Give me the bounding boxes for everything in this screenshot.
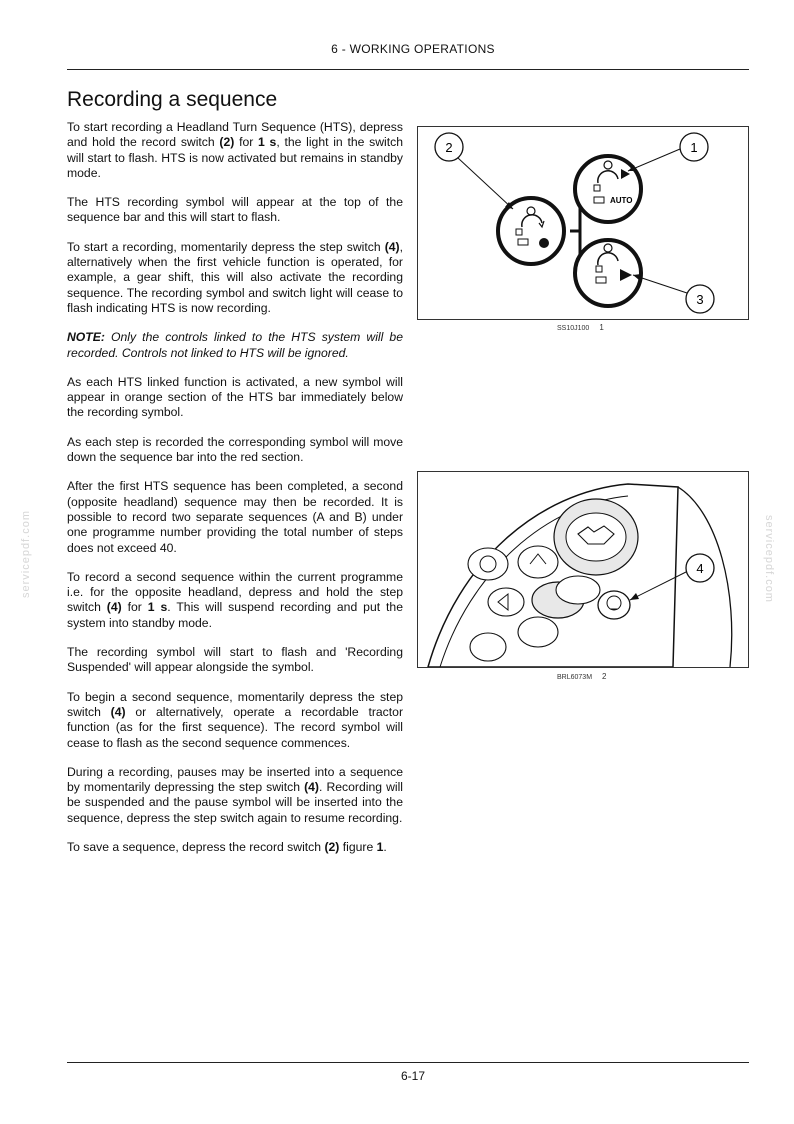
- text-run: 1 s: [258, 135, 277, 150]
- text-run: 1: [376, 839, 384, 854]
- body-paragraph: [67, 435, 403, 466]
- step-switch-icon: [575, 240, 641, 306]
- step-switch-4-icon: [598, 591, 630, 619]
- watermark-right: servicepdf.com: [763, 515, 775, 603]
- record-dot-icon: [539, 238, 549, 248]
- text-run: During a recording, pauses may be inserted into a sequence by momentarily depressing the step switch: [67, 764, 403, 795]
- body-paragraph: [67, 240, 403, 316]
- page-number: 6-17: [400, 1069, 426, 1083]
- text-run: . Recording will be suspended and the pause symbol will be inserted into the sequence, depress the step switch again to resume recording.: [67, 780, 403, 825]
- text-run: .: [383, 839, 387, 854]
- header-rule: [67, 69, 749, 70]
- body-paragraph: [67, 120, 403, 181]
- note-paragraph: [67, 330, 403, 361]
- text-run: (4): [106, 600, 122, 615]
- text-run: After the first HTS sequence has been completed, a second (opposite headland) sequence may then be recorded. It is possible to record two separate sequences (A and B) under one programme number providing the total number of steps does not exceed 40.: [67, 479, 403, 555]
- text-run: (2): [324, 839, 340, 854]
- text-run: To start recording a Headland Turn Sequence (HTS), depress and hold the record switch: [67, 120, 403, 150]
- figure-1-ref: SS10J100: [557, 325, 590, 332]
- text-run: Only the controls linked to the HTS system will be recorded. Controls not linked to HTS will be ignored.: [67, 330, 403, 360]
- figure-2-drawing: [418, 472, 748, 667]
- text-run: As each HTS linked function is activated, a new symbol will appear in orange section of the HTS bar immediately below the recording symbol.: [67, 374, 403, 420]
- text-run: for: [234, 135, 259, 150]
- text-run: for: [121, 600, 148, 615]
- figure-1-switch-diagram: [417, 126, 749, 320]
- steering-button-icon: [468, 548, 508, 580]
- body-paragraph: [67, 840, 403, 855]
- svg-text:3: 3: [696, 292, 704, 307]
- text-run: To save a sequence, depress the record switch: [67, 839, 325, 854]
- text-run: (4): [304, 780, 319, 795]
- text-run: 1 s: [147, 600, 168, 615]
- console-button-lower-left: [470, 633, 506, 661]
- text-run: or alternatively, operate a recordable tractor function (as for the first sequence). The record symbol will cease to flash as the second sequence commences.: [67, 704, 404, 750]
- figure-1-caption: [557, 323, 604, 332]
- text-run: (4): [384, 239, 400, 254]
- body-paragraph: [67, 570, 403, 631]
- text-run: figure: [339, 839, 377, 854]
- text-run: . This will suspend recording and put the system into standby mode.: [67, 600, 403, 630]
- record-switch-icon: [498, 198, 564, 264]
- body-paragraph: [67, 479, 403, 555]
- body-text-column: [67, 120, 403, 869]
- text-run: To start a recording, momentarily depress the step switch: [67, 239, 385, 254]
- figure-1-number: 1: [599, 323, 604, 332]
- text-run: NOTE:: [67, 330, 105, 345]
- figure-2-caption: [557, 672, 606, 681]
- figure-2-ref: BRL6073M: [557, 674, 593, 681]
- section-header: 6 - WORKING OPERATIONS: [331, 42, 495, 56]
- body-paragraph: [67, 195, 403, 226]
- text-run: As each step is recorded the corresponding symbol will move down the sequence bar into the red section.: [67, 434, 403, 465]
- text-run: , the light in the switch will start to flash. HTS is now activated but remains in standby mode.: [67, 135, 403, 180]
- auto-label: AUTO: [610, 196, 633, 205]
- body-paragraph: [67, 690, 403, 751]
- footer-rule: [67, 1062, 749, 1063]
- figure-2-number: 2: [602, 672, 607, 681]
- figure-1-drawing: [418, 127, 748, 319]
- console-button-lower: [518, 617, 558, 647]
- svg-text:4: 4: [696, 561, 704, 576]
- text-run: , alternatively when the first vehicle function is operated, for example, a gear shift, this will also activate the recording sequence. The recording symbol and switch light will cease to flash indicating HTS is now recording.: [67, 239, 403, 315]
- watermark-left: servicepdf.com: [20, 510, 32, 598]
- text-run: To record a second sequence within the current programme i.e. for the opposite headland, depress and hold the step switch: [67, 569, 403, 615]
- svg-text:2: 2: [445, 140, 453, 155]
- text-run: The HTS recording symbol will appear at the top of the sequence bar and this will start to flash.: [67, 195, 403, 225]
- body-paragraph: [67, 765, 403, 826]
- text-run: (4): [110, 704, 126, 719]
- console-button-2: [518, 546, 558, 578]
- page-title: Recording a sequence: [67, 88, 278, 111]
- text-run: The recording symbol will start to flash and 'Recording Suspended' will appear alongside the symbol.: [67, 645, 403, 675]
- text-run: To begin a second sequence, momentarily depress the step switch: [67, 689, 403, 719]
- arrow-left-button-icon: [488, 588, 524, 616]
- text-run: (2): [219, 135, 235, 150]
- body-paragraph: [67, 645, 403, 676]
- svg-text:1: 1: [690, 140, 698, 155]
- auto-switch-icon: [575, 156, 641, 222]
- body-paragraph: [67, 375, 403, 421]
- figure-2-console-illustration: [417, 471, 749, 668]
